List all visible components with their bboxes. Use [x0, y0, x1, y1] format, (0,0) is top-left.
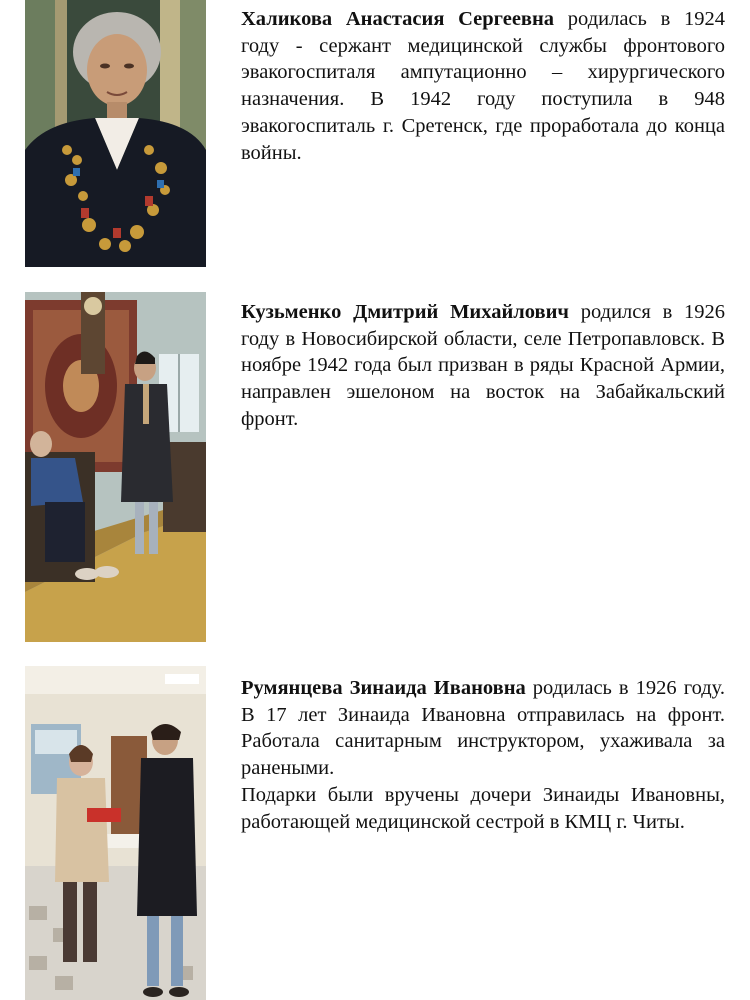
veteran-name: Кузьменко Дмитрий Михайлович — [241, 301, 569, 323]
bio-text: родилась в 1924 году - сержант медицинской службы фронтового эвакогоспиталя ампутационно – хирургического назначения. В 1942 году поступила в 948 эвакогоспиталь г. Сретенск, где проработала до конца войны. — [241, 8, 725, 164]
bio-paragraph — [241, 6, 725, 166]
bio-paragraph-gifts: Подарки были вручены дочери Зинаиды Ивановны, работающей медицинской сестрой в КМЦ г. Читы. — [241, 783, 725, 833]
veteran-bio-khalikova — [241, 6, 725, 166]
veteran-name: Румянцева Зинаида Ивановна — [241, 677, 526, 699]
bio-paragraph — [241, 299, 725, 433]
veteran-entry-1 — [0, 0, 750, 268]
veteran-photo-rumyantseva — [25, 666, 206, 1000]
veteran-photo-kuzmenko — [25, 292, 206, 642]
bio-paragraph — [241, 675, 725, 782]
veteran-photo-khalikova — [25, 0, 206, 267]
veteran-entry-2 — [0, 292, 750, 644]
veteran-name: Халикова Анастасия Сергеевна — [241, 8, 555, 30]
veteran-bio-rumyantseva — [241, 675, 725, 835]
veteran-entry-3 — [0, 666, 750, 1000]
veteran-bio-kuzmenko — [241, 299, 725, 433]
bio-text: родился в 1926 году в Новосибирской области, селе Петропавловск. В ноябре 1942 года был призван в ряды Красной Армии, направлен эшелоном на восток на Забайкальский фронт. — [241, 301, 726, 430]
bio-text: родилась в 1926 году. В 17 лет Зинаида Ивановна отправилась на фронт. Работала санитарным инструктором, ухаживала за ранеными. — [241, 677, 725, 780]
